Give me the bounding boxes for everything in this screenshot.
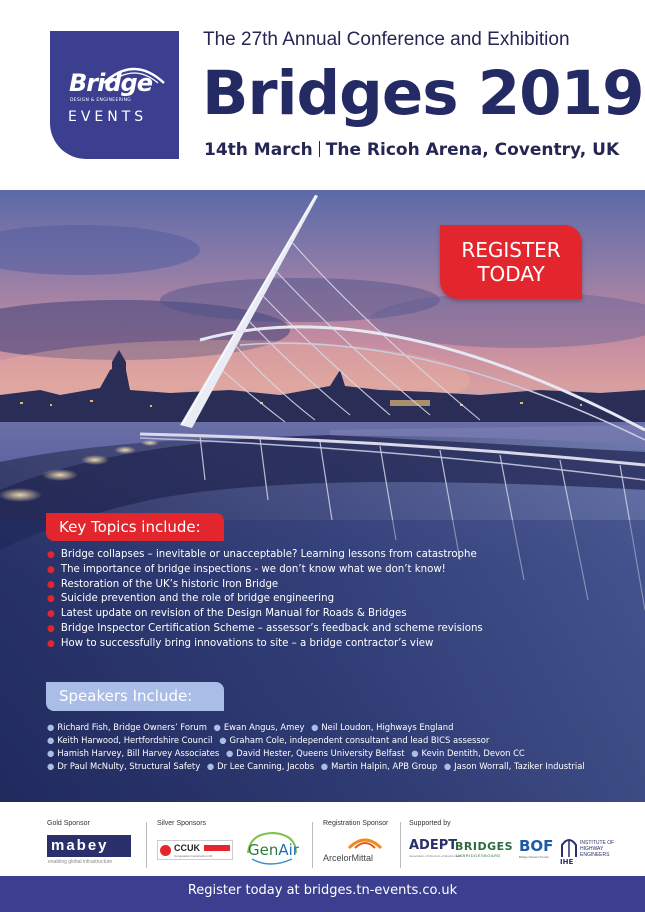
logo-wordmark: Bridge [69, 69, 152, 97]
today-label: TODAY [477, 262, 545, 286]
list-item: ● Suicide prevention and the role of bridge engineering [47, 593, 335, 605]
registration-sponsor-label: Registration Sponsor [323, 820, 389, 827]
ccuk-logo: CCUK Composites Construction UK [157, 840, 233, 860]
bullet-icon: ● [311, 722, 319, 732]
logo-events: EVENTS [68, 109, 148, 125]
bullet-icon: ● [47, 748, 55, 758]
ccuk-mark-icon [160, 845, 171, 856]
bullet-icon: ● [47, 594, 55, 605]
logo-tagline: DESIGN & ENGINEERING [70, 98, 132, 103]
event-venue: The Ricoh Arena, Coventry, UK [325, 140, 620, 160]
bullet-icon: ● [47, 579, 55, 590]
speakers-row: ● Keith Harwood, Hertfordshire Council ● Graham Cole, independent consultant and lead BICS assessor [47, 735, 490, 745]
ihe-arch-icon [560, 837, 578, 857]
genair-logo: GenAir [248, 841, 299, 859]
footer-register-link[interactable]: Register today at bridges.tn-events.co.uk [0, 876, 645, 912]
bullet-icon: ● [320, 761, 329, 771]
list-item: ● Latest update on revision of the Design Manual for Roads & Bridges [47, 608, 407, 620]
bullet-icon: ● [443, 761, 452, 771]
conference-subtitle: The 27th Annual Conference and Exhibition [203, 29, 570, 50]
arcelormittal-logo: ArcelorMittal [323, 853, 374, 863]
speakers-row: ● Dr Paul McNulty, Structural Safety ● Dr Lee Canning, Jacobs ● Martin Halpin, APB Group ● Jason Worrall, Taziker Industrial [47, 761, 585, 771]
speakers-row: ● Richard Fish, Bridge Owners’ Forum ● Ewan Angus, Amey ● Neil Loudon, Highways England [47, 722, 454, 732]
list-item: ● How to successfully bring innovations to site – a bridge contractor’s view [47, 637, 434, 649]
bridge-events-logo [50, 31, 179, 159]
bullet-icon: ● [219, 735, 227, 745]
ccuk-badge-icon [204, 845, 230, 851]
page-title: Bridges 2019 [202, 58, 644, 129]
sponsor-divider [400, 822, 401, 868]
speakers-heading: Speakers Include: [46, 682, 224, 711]
speakers-list [47, 721, 585, 773]
ihe-name: INSTITUTE OF HIGHWAY ENGINEERS [580, 840, 615, 858]
list-item: ● Bridge collapses – inevitable or unacceptable? Learning lessons from catastrophe [47, 549, 477, 560]
adept-tagline: Association of Directors of Environment [409, 854, 462, 858]
sponsors-strip [0, 802, 645, 876]
gold-sponsor-label: Gold Sponsor [47, 820, 90, 827]
bullet-icon: ● [47, 609, 55, 620]
key-topics-list [47, 548, 483, 652]
uk-bridges-board-logo: BRIDGES [455, 840, 514, 853]
sponsor-divider [146, 822, 147, 868]
speakers-row: ● Hamish Harvey, Bill Harvey Associates ● David Hester, Queens University Belfast ● Kevin Dentith, Devon CC [47, 748, 525, 758]
bullet-icon: ● [213, 722, 221, 732]
header [0, 0, 645, 190]
mabey-logo: mabey [47, 835, 131, 857]
register-today-button[interactable] [440, 225, 582, 299]
bullet-icon: ● [225, 748, 234, 758]
event-date: 14th March [204, 140, 313, 160]
dateline-separator [319, 141, 320, 157]
list-item: ● Bridge Inspector Certification Scheme – assessor’s feedback and scheme revisions [47, 622, 483, 634]
uk-bridges-board-tagline: UKBRIDGESBOARD [456, 853, 501, 858]
bof-logo: BOF [519, 837, 554, 855]
silver-sponsors-label: Silver Sponsors [157, 820, 207, 827]
event-dateline [204, 140, 619, 160]
bullet-icon: ● [206, 761, 215, 771]
arcelormittal-mark-icon [347, 836, 383, 850]
bof-tagline: Bridge Owners' Forum [519, 855, 549, 859]
list-item: ● The importance of bridge inspections - we don’t know what we don’t know! [47, 563, 446, 575]
bullet-icon: ● [411, 748, 419, 758]
sponsor-divider [312, 822, 313, 868]
bullet-icon: ● [47, 564, 55, 575]
bullet-icon: ● [47, 550, 55, 560]
bullet-icon: ● [47, 735, 55, 745]
key-topics-heading: Key Topics include: [46, 513, 224, 541]
bullet-icon: ● [47, 761, 55, 771]
adept-logo: ADEPT [409, 838, 458, 853]
list-item: ● Restoration of the UK’s historic Iron Bridge [47, 578, 279, 590]
bullet-icon: ● [47, 623, 55, 634]
ihe-logo: IHE [560, 858, 574, 866]
bullet-icon: ● [47, 638, 55, 649]
mabey-tagline: enabling global infrastructure [48, 859, 113, 865]
supported-by-label: Supported by [409, 820, 451, 827]
register-label: REGISTER [461, 238, 561, 262]
hero-photo [0, 190, 645, 802]
bullet-icon: ● [47, 722, 55, 732]
